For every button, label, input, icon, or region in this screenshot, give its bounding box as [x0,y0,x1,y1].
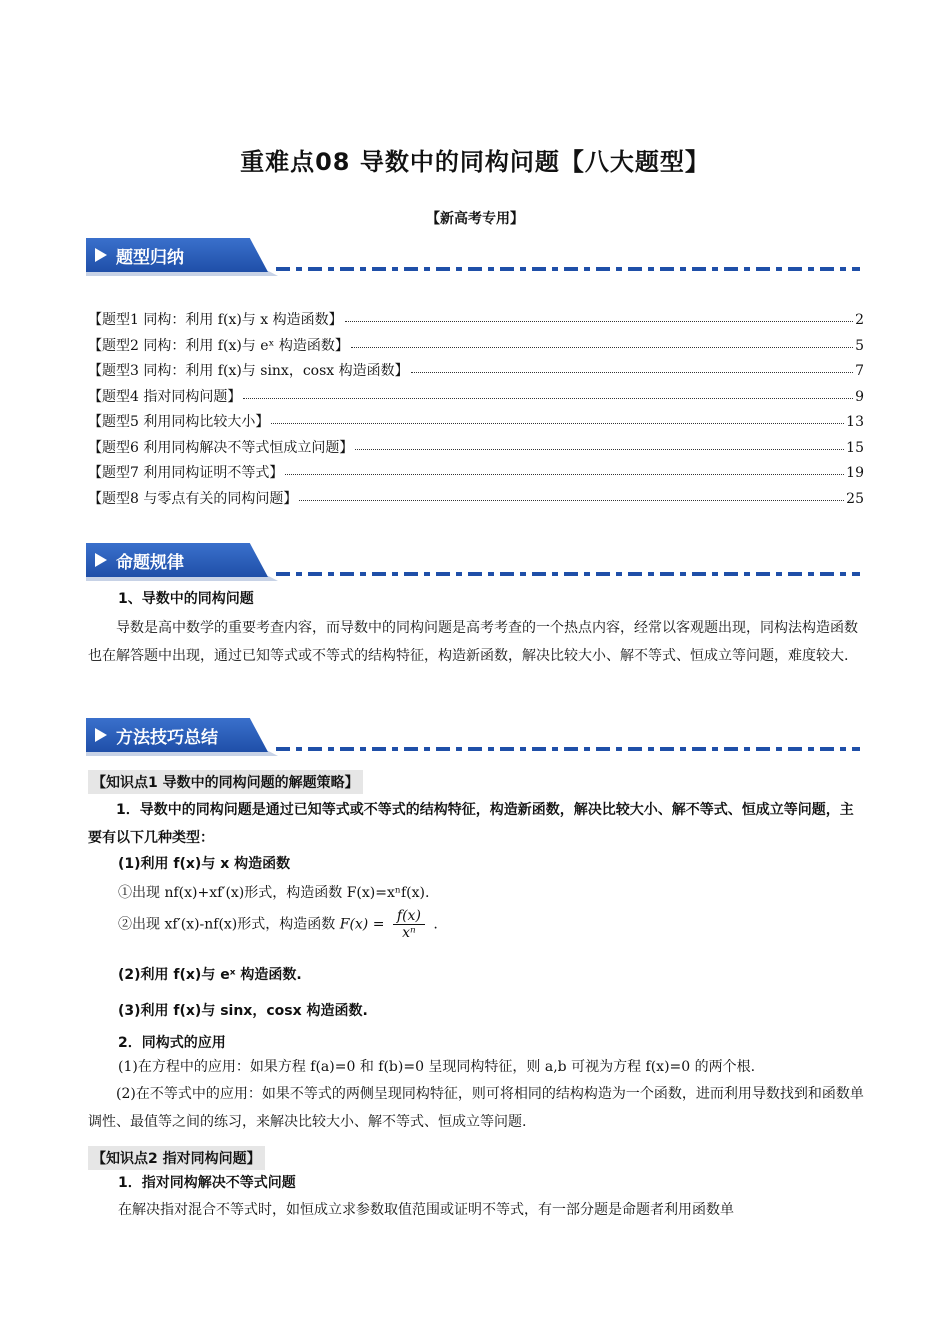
kp1-app2: (2)在不等式中的应用：如果不等式的两侧呈现同构特征，则可将相同的结构构造为一个函数，进而利用导数找到和函数单调性、最值等之间的练习，来解决比较大小、解不等式、恒成立等问题. [88,1086,864,1130]
rules-paragraph: 导数是高中数学的重要考查内容，而导数中的同构问题是高考考查的一个热点内容，经常以客观题出现，同构法构造函数也在解答题中出现，通过已知等式或不等式的结构特征，构造新函数，解决比较大小、解不等式、恒成立等问题，难度较大. [88,620,858,664]
kp2-heading: 1．指对同构解决不等式问题 [118,1175,296,1191]
page-title: 重难点08 导数中的同构问题【八大题型】 [240,148,710,176]
toc-item[interactable]: 【题型6 利用同构解决不等式恒成立问题】 15 [88,439,864,456]
knowledge-point-tag: 【知识点2 指对同构问题】 [88,1146,265,1170]
section-banner-methods [86,718,866,758]
kp2-paragraph: 在解决指对混合不等式时，如恒成立求参数取值范围或证明不等式，有一部分题是命题者利用函数单 [118,1202,734,1218]
kp1-item1b: ②出现 xf′(x)-nf(x)形式，构造函数 F(x) = $\frac{f(x)}{\text{xⁿ}}$ . [118,908,438,941]
section-banner-rules [86,543,866,583]
toc-item[interactable]: 【题型3 同构：利用 f(x)与 sinx，cosx 构造函数】 7 [88,363,864,379]
table-of-contents [88,309,864,513]
dashed-divider [276,267,860,271]
kp1-item1: (1)利用 f(x)与 x 构造函数 [118,856,291,872]
rules-section [88,588,864,670]
play-arrow-icon [95,728,107,742]
banner-label: 题型归纳 [116,248,184,268]
toc-item[interactable]: 【题型7 利用同构证明不等式】 19 [88,465,864,481]
play-arrow-icon [95,248,107,262]
kp1-app1: (1)在方程中的应用：如果方程 f(a)=0 和 f(b)=0 呈现同构特征，则 a,b 可视为方程 f(x)=0 的两个根. [118,1059,756,1075]
banner-label: 命题规律 [116,553,184,573]
knowledge-point-tag: 【知识点1 导数中的同构问题的解题策略】 [88,770,363,794]
toc-item[interactable]: 【题型5 利用同构比较大小】 13 [88,414,864,430]
play-arrow-icon [95,553,107,567]
kp1-intro: 1．导数中的同构问题是通过已知等式或不等式的结构特征，构造新函数，解决比较大小、解不等式、恒成立等问题，主要有以下几种类型： [88,802,854,846]
section-banner-types [86,238,866,278]
kp1-item2: (2)利用 f(x)与 eˣ 构造函数. [118,967,302,983]
dashed-divider [276,747,860,751]
toc-item[interactable]: 【题型2 同构：利用 f(x)与 eˣ 构造函数】 5 [88,337,864,354]
page-subtitle: 【新高考专用】 [426,211,524,227]
rules-heading: 1、导数中的同构问题 [118,591,254,607]
toc-item[interactable]: 【题型8 与零点有关的同构问题】 25 [88,490,864,507]
kp1-item1a: ①出现 nf(x)+xf′(x)形式，构造函数 F(x)=xⁿf(x). [118,885,430,901]
fraction: $\frac{f(x)}{\text{xⁿ}}$ [393,908,425,941]
toc-item[interactable]: 【题型1 同构：利用 f(x)与 x 构造函数】 2 [88,312,864,328]
banner-label: 方法技巧总结 [116,728,218,748]
kp1-app-heading: 2．同构式的应用 [118,1035,226,1051]
dashed-divider [276,572,860,576]
kp1-item3: (3)利用 f(x)与 sinx，cosx 构造函数. [118,1003,368,1019]
toc-item[interactable]: 【题型4 指对同构问题】 9 [88,388,864,405]
